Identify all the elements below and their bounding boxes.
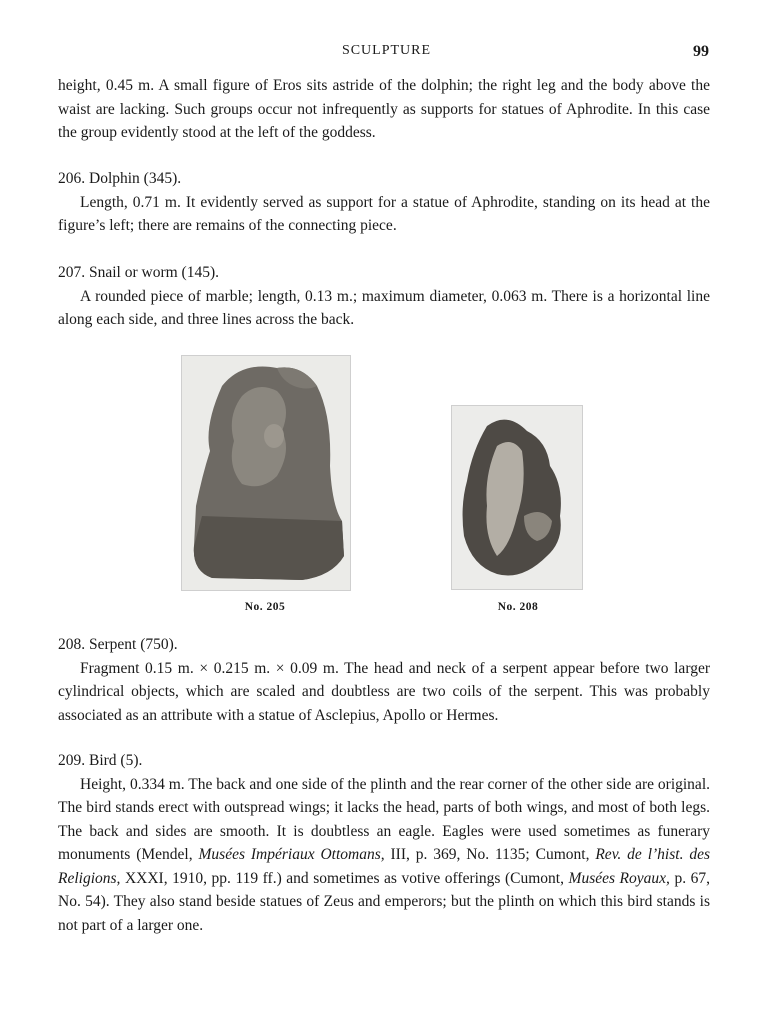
figure-205-image: [181, 355, 349, 589]
entry-209: [58, 749, 710, 937]
figure-205-caption: No. 205: [244, 601, 286, 613]
figure-208-photo: [451, 405, 583, 590]
entry-209-citation-2: Rev. de l’hist. des Religions,: [58, 846, 710, 887]
entry-206-text: Length, 0.71 m. It evidently served as support for a statue of Aphrodite, standing on its head at the figure’s left; there are remains of the connecting piece.: [58, 193, 710, 234]
continuation-paragraph: [58, 74, 710, 145]
figure-208-image: [451, 405, 581, 588]
entry-207-text: A rounded piece of marble; length, 0.13 m.; maximum diameter, 0.063 m. There is a horizontal line along each side, and three lines across the back.: [58, 287, 710, 328]
figures-plate: [0, 355, 773, 620]
entry-209-text-4: p. 67, No. 54). They also stand beside statues of Zeus and emperors; but the plinth on which this bird stands is not part of a larger one.: [58, 869, 711, 934]
entry-206-heading: 206. Dolphin (345).: [58, 170, 182, 187]
entry-208-text: Fragment 0.15 m. × 0.215 m. × 0.09 m. The head and neck of a serpent appear before two larger cylindrical objects, which are scaled and doubtless are two coils of the serpent. This was probably associated as an attribute with a statue of Asclepius, Apollo or Hermes.: [58, 659, 710, 724]
entry-208: [58, 633, 710, 727]
entry-209-citation-3: Musées Royaux,: [568, 869, 670, 887]
entry-209-text-1: Height, 0.334 m. The back and one side of the plinth and the rear corner of the other side are original. The bird stands erect with outspread wings; it lacks the head, parts of both wings, and most of both legs. The back and sides are smooth. It is doubtless an eagle. Eagles were used sometimes as funerary monuments (Mendel,: [58, 775, 710, 863]
entry-209-text-3: XXXI, 1910, pp. 119 ff.) and sometimes as votive offerings (Cumont,: [120, 869, 569, 887]
continuation-text: height, 0.45 m. A small figure of Eros sits astride of the dolphin; the right leg and the body above the waist are lacking. Such groups occur not infrequently as supports for statues of Aphrodite. In this case the group evidently stood at the left of the goddess.: [58, 77, 710, 141]
figure-205-photo: [181, 355, 351, 591]
entry-209-heading: 209. Bird (5).: [58, 752, 143, 769]
running-title: SCULPTURE: [341, 43, 432, 58]
entry-207-heading: 207. Snail or worm (145).: [58, 264, 220, 281]
entry-209-text-2: III, p. 369, No. 1135; Cumont,: [384, 846, 596, 863]
entry-208-heading: 208. Serpent (750).: [58, 636, 178, 653]
entry-209-text: [58, 773, 710, 938]
figure-208-caption: No. 208: [497, 601, 539, 613]
entry-206: [58, 167, 710, 238]
page-number: 99: [693, 43, 709, 60]
entry-209-citation-1: Musées Impériaux Ottomans,: [198, 846, 385, 863]
entry-207: [58, 261, 710, 332]
